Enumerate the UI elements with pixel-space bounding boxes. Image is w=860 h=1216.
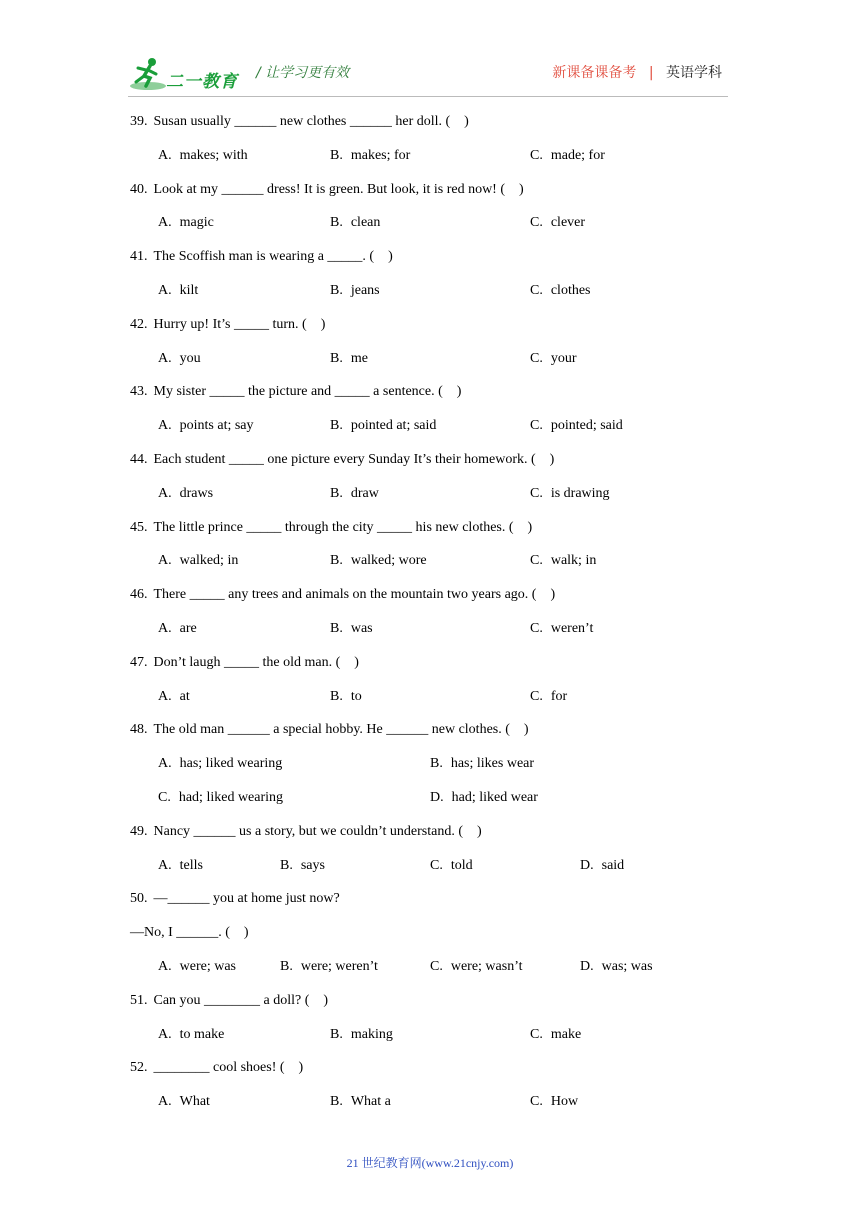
option-letter: D. — [430, 790, 444, 805]
option-letter: C. — [530, 215, 543, 231]
option-text: were; wasn’t — [450, 959, 523, 974]
option-text: makes; with — [179, 147, 248, 163]
option-text: jeans — [350, 283, 380, 298]
option-text: are — [179, 621, 197, 636]
option-text: make — [550, 1026, 582, 1042]
answer-option[interactable] — [158, 147, 248, 165]
course-label: 新课备课备考 — [552, 65, 637, 81]
answer-option[interactable] — [530, 552, 596, 570]
option-text: said — [601, 857, 625, 873]
option-letter: B. — [330, 485, 343, 501]
answer-option[interactable] — [580, 857, 624, 875]
option-letter: B. — [330, 283, 343, 298]
question-number: 46. — [130, 587, 148, 603]
question-stem-continued — [130, 924, 249, 942]
answer-option[interactable] — [158, 1093, 210, 1111]
option-letter: A. — [158, 485, 172, 501]
option-text: is drawing — [550, 485, 610, 501]
answer-option[interactable] — [430, 958, 523, 976]
option-text: draws — [179, 485, 214, 501]
question-stem — [130, 383, 461, 401]
answer-option[interactable] — [158, 620, 197, 638]
option-letter: C. — [530, 553, 543, 569]
question-number: 51. — [130, 992, 148, 1008]
question-number: 41. — [130, 249, 148, 265]
option-text: at — [179, 688, 190, 704]
question-number: 47. — [130, 654, 148, 670]
question-text: The Scoffish man is wearing a _____. ( ) — [153, 249, 393, 265]
option-text: walk; in — [550, 553, 597, 569]
option-letter: B. — [330, 147, 343, 163]
question-text: —______ you at home just now? — [153, 891, 340, 907]
question-number: 44. — [130, 452, 148, 467]
option-text: told — [450, 857, 473, 873]
option-letter: D. — [580, 857, 594, 873]
answer-option[interactable] — [158, 688, 190, 706]
question-number: 39. — [130, 114, 148, 129]
option-text: made; for — [550, 147, 605, 163]
page-header — [128, 48, 728, 96]
option-letter: C. — [530, 621, 543, 636]
option-letter: D. — [580, 959, 594, 974]
answer-option[interactable] — [280, 958, 378, 976]
question-number: 48. — [130, 722, 148, 738]
question-stem — [130, 890, 340, 908]
option-letter: C. — [158, 790, 171, 805]
answer-option[interactable] — [330, 688, 362, 706]
header-right — [552, 62, 722, 82]
option-letter: A. — [158, 350, 172, 366]
question-text: There _____ any trees and animals on the mountain two years ago. ( ) — [153, 587, 556, 603]
option-text: was — [350, 621, 373, 636]
question-stem — [130, 181, 524, 199]
option-letter: C. — [530, 485, 543, 501]
option-letter: C. — [530, 283, 543, 298]
option-letter: C. — [430, 857, 443, 873]
answer-option[interactable] — [158, 958, 236, 976]
runner-icon — [128, 56, 168, 92]
question-stem — [130, 248, 393, 266]
answer-option[interactable] — [530, 350, 577, 368]
option-text: your — [550, 350, 577, 366]
option-text: had; liked wearing — [178, 790, 284, 805]
option-text: draw — [350, 485, 379, 501]
option-letter: B. — [330, 418, 343, 434]
option-letter: C. — [530, 688, 543, 704]
option-text: kilt — [179, 283, 199, 298]
option-letter: B. — [330, 688, 343, 704]
option-text: has; likes wear — [450, 756, 535, 772]
question-stem — [130, 654, 359, 672]
header-separator: | — [648, 65, 654, 81]
option-letter: A. — [158, 147, 172, 163]
option-letter: A. — [158, 688, 172, 704]
answer-option[interactable] — [530, 417, 623, 435]
option-letter: B. — [330, 215, 343, 231]
question-text: —No, I ______. ( ) — [130, 925, 249, 941]
option-letter: C. — [430, 959, 443, 974]
question-number: 52. — [130, 1060, 148, 1076]
answer-option[interactable] — [158, 350, 201, 368]
page-footer: 21 世纪教育网(www.21cnjy.com) — [346, 1156, 514, 1170]
subject-label: 英语学科 — [666, 65, 722, 81]
question-stem — [130, 316, 325, 334]
answer-option[interactable] — [530, 1026, 581, 1044]
header-divider — [128, 96, 728, 97]
slogan: / 让学习更有效 — [256, 65, 350, 81]
question-number: 49. — [130, 823, 148, 839]
option-text: clean — [350, 215, 381, 231]
question-text: Susan usually ______ new clothes ______ her doll. ( ) — [153, 114, 469, 129]
question-number: 42. — [130, 316, 148, 332]
question-stem — [130, 992, 328, 1010]
option-letter: B. — [330, 1094, 343, 1110]
option-text: says — [300, 857, 325, 873]
question-text: Don’t laugh _____ the old man. ( ) — [153, 654, 359, 670]
option-text: for — [550, 688, 568, 704]
answer-option[interactable] — [158, 1026, 224, 1044]
option-letter: B. — [330, 350, 343, 366]
question-number: 45. — [130, 519, 148, 535]
option-text: tells — [179, 857, 203, 873]
answer-option[interactable] — [158, 552, 238, 570]
option-letter: A. — [158, 756, 172, 772]
answer-option[interactable] — [330, 350, 368, 368]
answer-option[interactable] — [330, 214, 380, 232]
question-number: 50. — [130, 891, 148, 907]
question-stem — [130, 586, 555, 604]
question-stem — [130, 113, 469, 131]
answer-option[interactable] — [280, 857, 325, 875]
question-text: Look at my ______ dress! It is green. But look, it is red now! ( ) — [153, 181, 524, 197]
answer-option[interactable] — [330, 552, 427, 570]
option-letter: A. — [158, 1094, 172, 1110]
answer-option[interactable] — [158, 214, 214, 232]
option-letter: C. — [530, 147, 543, 163]
answer-option[interactable] — [330, 485, 379, 503]
option-text: weren’t — [550, 621, 594, 636]
option-text: to make — [179, 1026, 225, 1042]
question-stem — [130, 1059, 303, 1077]
option-letter: C. — [530, 1026, 543, 1042]
option-letter: B. — [430, 756, 443, 772]
answer-option[interactable] — [330, 1026, 393, 1044]
option-text: had; liked wear — [451, 790, 538, 805]
option-text: What a — [350, 1094, 391, 1110]
answer-option[interactable] — [158, 282, 198, 300]
answer-option[interactable] — [430, 857, 473, 875]
option-text: makes; for — [350, 147, 411, 163]
answer-option[interactable] — [330, 417, 436, 435]
option-text: has; liked wearing — [179, 756, 283, 772]
option-text: making — [350, 1026, 393, 1042]
logo-text: 二一教育 — [166, 72, 238, 92]
answer-option[interactable] — [530, 620, 593, 638]
option-text: pointed; said — [550, 418, 623, 434]
answer-option[interactable] — [430, 755, 534, 773]
option-letter: A. — [158, 621, 172, 636]
option-letter: A. — [158, 857, 172, 873]
option-letter: A. — [158, 283, 172, 298]
question-stem — [130, 519, 532, 537]
option-text: walked; in — [179, 553, 239, 569]
answer-option[interactable] — [530, 147, 605, 165]
question-number: 43. — [130, 384, 148, 400]
option-text: walked; wore — [350, 553, 427, 569]
option-text: magic — [179, 215, 214, 231]
answer-option[interactable] — [530, 688, 567, 706]
option-letter: C. — [530, 350, 543, 366]
answer-option[interactable] — [158, 789, 283, 807]
option-text: to — [350, 688, 362, 704]
answer-option[interactable] — [158, 857, 203, 875]
option-letter: C. — [530, 1094, 543, 1110]
option-text: you — [179, 350, 201, 366]
question-stem — [130, 823, 482, 841]
option-text: points at; say — [179, 418, 254, 434]
answer-option[interactable] — [158, 417, 254, 435]
question-text: Each student _____ one picture every Sunday It’s their homework. ( ) — [153, 452, 555, 467]
answer-option[interactable] — [530, 282, 591, 300]
option-text: How — [550, 1094, 579, 1110]
answer-option[interactable] — [330, 1093, 391, 1111]
option-text: were; was — [179, 959, 236, 974]
option-letter: A. — [158, 418, 172, 434]
option-letter: A. — [158, 215, 172, 231]
brand-logo — [128, 56, 248, 92]
option-letter: B. — [330, 1026, 343, 1042]
question-text: The old man ______ a special hobby. He ______ new clothes. ( ) — [153, 722, 529, 738]
question-text: The little prince _____ through the city _____ his new clothes. ( ) — [153, 519, 533, 535]
question-text: Hurry up! It’s _____ turn. ( ) — [153, 316, 326, 332]
option-text: was; was — [601, 959, 653, 974]
question-text: ________ cool shoes! ( ) — [153, 1060, 304, 1076]
question-number: 40. — [130, 181, 148, 197]
answer-option[interactable] — [158, 485, 213, 503]
option-text: were; weren’t — [300, 959, 378, 974]
answer-option[interactable] — [530, 1093, 578, 1111]
answer-option[interactable] — [430, 789, 538, 807]
answer-option[interactable] — [530, 485, 610, 503]
question-text: Can you ________ a doll? ( ) — [153, 992, 329, 1008]
option-text: clothes — [550, 283, 591, 298]
option-letter: A. — [158, 1026, 172, 1042]
option-text: What — [179, 1094, 210, 1110]
option-text: clever — [550, 215, 586, 231]
question-text: Nancy ______ us a story, but we couldn’t understand. ( ) — [153, 823, 482, 839]
option-letter: B. — [280, 959, 293, 974]
question-stem — [130, 451, 554, 469]
option-letter: B. — [330, 553, 343, 569]
option-text: me — [350, 350, 368, 366]
option-letter: A. — [158, 959, 172, 974]
question-stem — [130, 721, 529, 739]
answer-option[interactable] — [580, 958, 653, 976]
option-letter: B. — [330, 621, 343, 636]
question-text: My sister _____ the picture and _____ a sentence. ( ) — [153, 384, 462, 400]
option-text: pointed at; said — [350, 418, 437, 434]
answer-option[interactable] — [330, 282, 380, 300]
option-letter: C. — [530, 418, 543, 434]
option-letter: A. — [158, 553, 172, 569]
answer-option[interactable] — [330, 620, 373, 638]
answer-option[interactable] — [158, 755, 282, 773]
answer-option[interactable] — [530, 214, 585, 232]
option-letter: B. — [280, 857, 293, 873]
answer-option[interactable] — [330, 147, 410, 165]
